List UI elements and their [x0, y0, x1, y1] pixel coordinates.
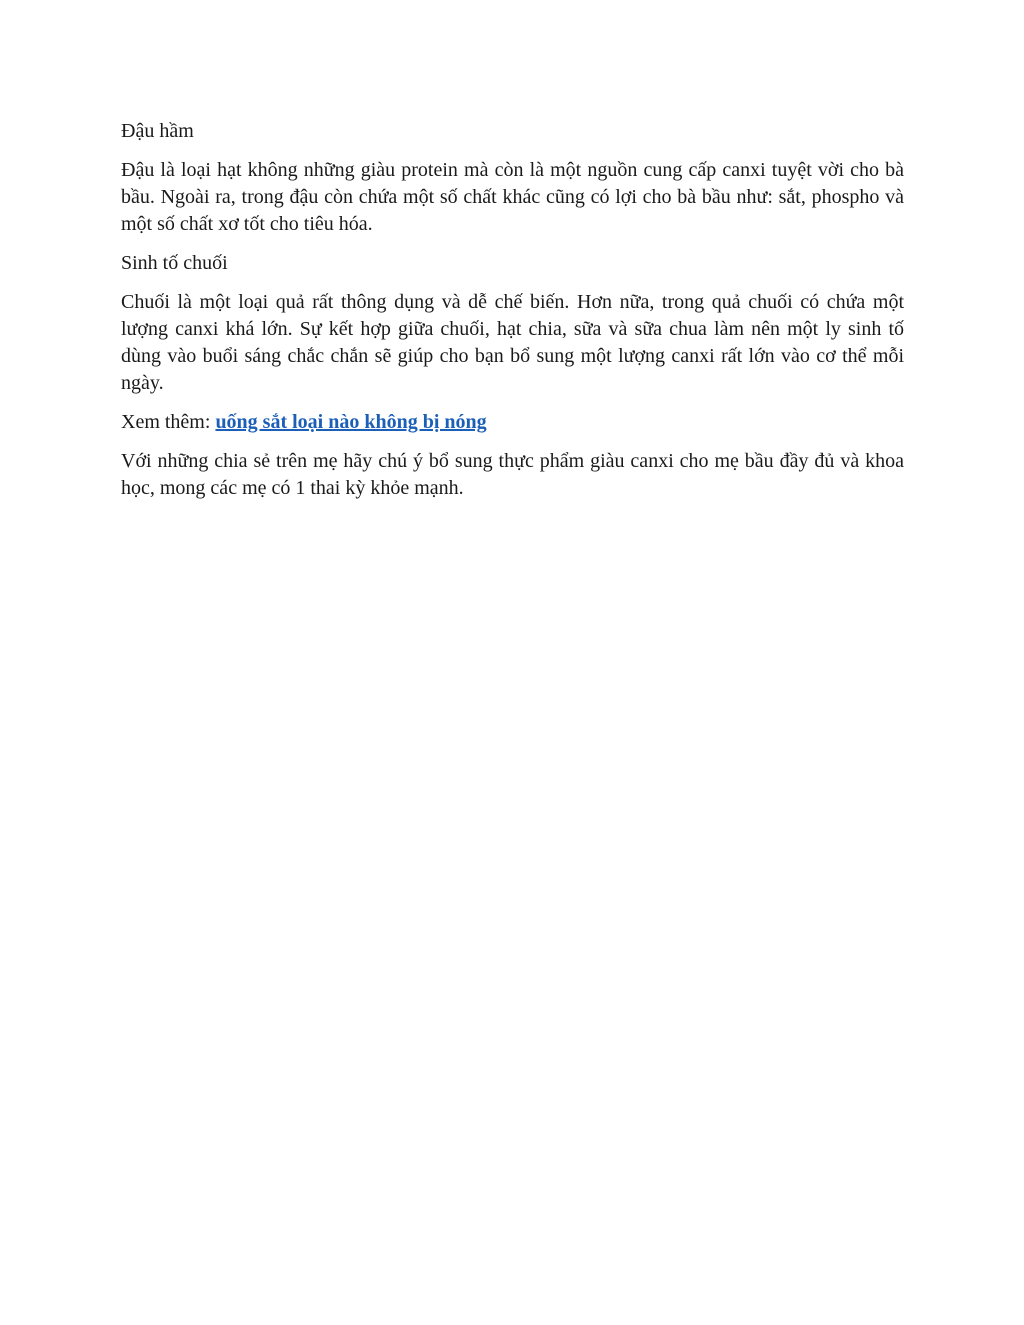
section-heading-dau-ham: Đậu hầm — [121, 120, 194, 142]
see-more-link[interactable]: uống sắt loại nào không bị nóng — [215, 411, 487, 433]
document-page — [121, 118, 904, 514]
see-more-prefix: Xem thêm: — [121, 411, 216, 433]
see-more-line — [121, 409, 904, 436]
section-heading-sinh-to-chuoi: Sinh tố chuối — [121, 252, 228, 274]
section-body-dau-ham: Đậu là loại hạt không những giàu protein mà còn là một nguồn cung cấp canxi tuyệt vời cho bà bầu. Ngoài ra, trong đậu còn chứa một số chất khác cũng có lợi cho bà bầu như: sắt, phospho và một số chất xơ tốt cho tiêu hóa. — [121, 159, 904, 235]
closing-paragraph: Với những chia sẻ trên mẹ hãy chú ý bổ sung thực phẩm giàu canxi cho mẹ bầu đầy đủ và khoa học, mong các mẹ có 1 thai kỳ khỏe mạnh. — [121, 450, 904, 499]
section-body-sinh-to-chuoi: Chuối là một loại quả rất thông dụng và dễ chế biến. Hơn nữa, trong quả chuối có chứa một lượng canxi khá lớn. Sự kết hợp giữa chuối, hạt chia, sữa và sữa chua làm nên một ly sinh tố dùng vào buổi sáng chắc chắn sẽ giúp cho bạn bổ sung một lượng canxi rất lớn vào cơ thể mỗi ngày. — [121, 291, 904, 394]
